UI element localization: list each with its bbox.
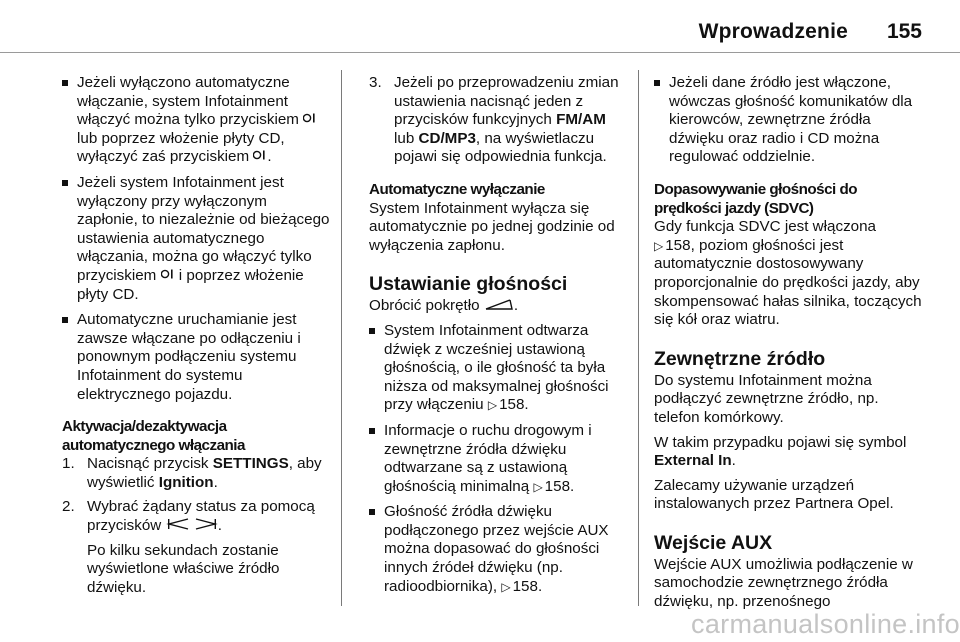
paragraph: System Infotainment wyłącza się automatycznie po jednej godzinie od wyłączenia zapłonu. (369, 199, 615, 254)
numbered-step: 2. Wybrać żądany status za pomocą przycisków . (62, 498, 315, 535)
page-reference-icon: ▷ (501, 579, 511, 594)
paragraph: W takim przypadku pojawi się symbol External In. (654, 433, 907, 470)
list-item: Jeżeli wyłączono automatyczne włączanie, system Infotainment włączyć można tylko przyciskiem lub poprzez włożenie płyty CD, wyłączyć zaś przyciskiem . (62, 74, 330, 167)
paragraph: Wejście AUX umożliwia podłączenie w samochodzie zewnętrznego źródła dźwięku, np. przenośnego (654, 555, 913, 611)
paragraph: Zalecamy używanie urządzeń instalowanych przez Partnera Opel. (654, 476, 894, 513)
list-item: Automatyczne uruchamianie jest zawsze włączane po odłączeniu i ponownym podłączeniu systemu Infotainment do systemu elektrycznego pojazdu. (62, 311, 330, 404)
list-item: System Infotainment odtwarza dźwięk z wcześniej ustawioną głośnością, o ile głośność ta była niższa od maksymalnej głośności przy włączeniu ▷ 158. (369, 322, 627, 415)
list-item: Głośność źródła dźwięku podłączonego przez wejście AUX można dopasować do głośności innych źródeł dźwięku (np. radioodbiornika), ▷ 158. (369, 503, 627, 596)
section-heading: Wejście AUX (654, 531, 773, 554)
list-item: Informacje o ruchu drogowym i zewnętrzne źródła dźwięku odtwarzane są z ustawioną głośnością minimalną ▷ 158. (369, 422, 627, 496)
column-3 (654, 74, 924, 618)
right-arrow-button-icon (194, 517, 218, 536)
paragraph: Obrócić pokrętło . (369, 297, 519, 315)
page-reference-icon: ▷ (487, 398, 498, 413)
list-item: Jeżeli dane źródło jest włączone, wówczas głośność komunikatów dla kierowców, zewnętrzne źródła dźwięku oraz radio i CD można regulować oddzielnie. (654, 74, 924, 167)
paragraph: Do systemu Infotainment można podłączyć zewnętrzne źródło, np. telefon komórkowy. (654, 371, 879, 426)
page-title: Wprowadzenie (698, 20, 848, 43)
power-button-icon (253, 148, 267, 167)
page-reference-icon: ▷ (654, 238, 664, 253)
power-button-icon (161, 267, 175, 286)
column-2 (369, 74, 627, 603)
section-subheading: Aktywacja/dezaktywacja automatycznego włączania (62, 418, 245, 454)
numbered-step: 1. Nacisnąć przycisk SETTINGS, aby wyświetlić Ignition. (62, 455, 322, 491)
section-heading: Zewnętrzne źródło (654, 347, 826, 370)
volume-knob-icon (484, 297, 514, 316)
numbered-step: 3. Jeżeli po przeprowadzeniu zmian ustawienia nacisnąć jeden z przycisków funkcyjnych FM/AM lub CD/MP3, na wyświetlaczu pojawi się odpowiednia funkcja. (369, 74, 619, 166)
section-heading: Ustawianie głośności (369, 273, 568, 296)
page-number: 155 (886, 20, 922, 43)
page-header (0, 0, 960, 50)
column-divider-1 (341, 70, 342, 606)
list-item: Jeżeli system Infotainment jest wyłączony przy wyłączonym zapłonie, to niezależnie od bieżącego ustawienia automatycznego włączania, można go włączyć tylko przyciskiem i poprzez włożenie płyty CD. (62, 174, 330, 304)
section-subheading: Dopasowywanie głośności do prędkości jazdy (SDVC) (654, 180, 858, 217)
column-divider-2 (638, 70, 639, 606)
column-1 (62, 74, 330, 603)
power-button-icon (303, 111, 317, 130)
section-subheading: Automatyczne wyłączanie (369, 180, 545, 198)
step-followup: Po kilku sekundach zostanie wyświetlone właściwe źródło dźwięku. (87, 541, 280, 596)
left-arrow-button-icon (166, 517, 190, 536)
header-divider (0, 52, 960, 53)
page-reference-icon: ▷ (533, 479, 543, 494)
watermark: carmanualsonline.info (691, 609, 960, 639)
paragraph: Gdy funkcja SDVC jest włączona ▷ 158, poziom głośności jest automatycznie dostosowywany proporcjonalnie do prędkości jazdy, aby skompensować hałas silnika, toczących się kół oraz wiatru. (654, 218, 922, 329)
